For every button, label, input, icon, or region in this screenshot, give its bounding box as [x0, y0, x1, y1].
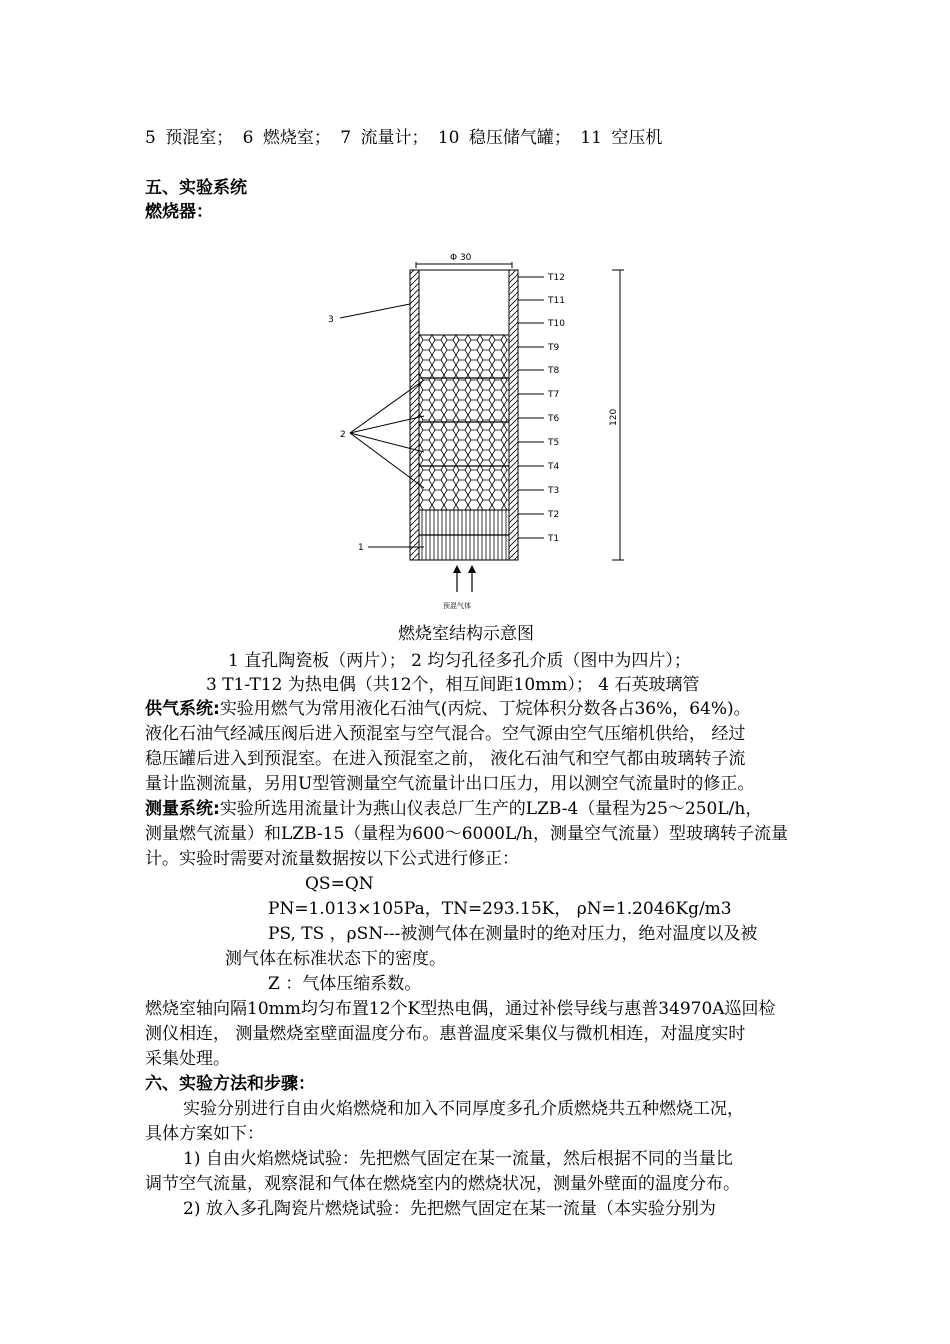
combustion-chamber-empty — [419, 270, 509, 335]
formula-z: Z ：气体压缩系数。 — [268, 974, 422, 994]
figure-note-1: 1 直孔陶瓷板（两片）； 2 均匀孔径多孔介质（图中为四片）； — [228, 651, 691, 671]
measurement-text: 实验所选用流量计为燕山仪表总厂生产的LZB-4（量程为25～250L/h， — [219, 799, 763, 819]
thermocouple-label: T4 — [548, 462, 560, 472]
section-5-heading: 五、实验系统 — [145, 178, 247, 198]
thermocouple-label: T6 — [548, 414, 560, 424]
measurement-line-1 — [145, 797, 762, 821]
gas-supply-line-4: 量计监测流量，另用U型管测量空气流量计出口压力，用以测空气流量时的修正。 — [145, 774, 755, 794]
thermocouple-label: T3 — [548, 486, 560, 496]
thermocouple-label: T2 — [548, 510, 560, 520]
thermocouple-label: T11 — [548, 296, 565, 306]
measurement-line-3: 计。实验时需要对流量数据按以下公式进行修正： — [145, 849, 519, 869]
height-label: 120 — [609, 408, 619, 426]
inlet-label: 预混气体 — [443, 602, 471, 610]
gas-supply-text: 实验用燃气为常用液化石油气(丙烷、丁烷体积分数各占36%，64%)。 — [219, 699, 751, 719]
section-6-intro-1: 实验分别进行自由火焰燃烧和加入不同厚度多孔介质燃烧共五种燃烧工况， — [183, 1099, 744, 1119]
thermocouple-label: T7 — [548, 390, 560, 400]
figure-caption: 燃烧室结构示意图 — [398, 624, 534, 644]
thermocouple-line-1: 燃烧室轴向隔10mm均匀布置12个K型热电偶，通过补偿导线与惠普34970A巡回检 — [145, 999, 776, 1019]
callout-2: 2 — [340, 430, 346, 440]
quartz-tube-left-wall — [410, 270, 419, 560]
section-6-intro-2: 具体方案如下： — [145, 1124, 264, 1144]
section-6-heading: 六、实验方法和步骤： — [145, 1074, 315, 1094]
quartz-tube-right-wall — [509, 270, 518, 560]
thermocouple-label: T9 — [548, 343, 560, 353]
step-1-line-1: 1) 自由火焰燃烧试验：先把燃气固定在某一流量，然后根据不同的当量比 — [183, 1149, 733, 1169]
gas-supply-line-3: 稳压罐后进入到预混室。在进入预混室之前， 液化石油气和空气都由玻璃转子流 — [145, 749, 746, 769]
legend-top: 5 预混室； 6 燃烧室； 7 流量计； 10 稳压储气罐； 11 空压机 — [145, 128, 663, 148]
burner-heading: 燃烧器： — [145, 202, 213, 222]
gas-supply-line-2: 液化石油气经减压阀后进入预混室与空气混合。空气源由空气压缩机供给， 经过 — [145, 724, 746, 744]
thermocouple-label: T1 — [548, 534, 560, 544]
gas-supply-line-1 — [145, 697, 751, 721]
step-1-line-2: 调节空气流量，观察混和气体在燃烧室内的燃烧状况，测量外壁面的温度分布。 — [145, 1174, 740, 1194]
measurement-line-2: 测量燃气流量）和LZB-15（量程为600～6000L/h，测量空气流量）型玻璃转子流量 — [145, 824, 788, 844]
diameter-label: Φ 30 — [450, 253, 472, 263]
thermocouple-line-2: 测仪相连， 测量燃烧室壁面温度分布。惠普温度采集仪与微机相连，对温度实时 — [145, 1024, 746, 1044]
measurement-lead: 测量系统: — [145, 799, 220, 819]
thermocouple-line-3: 采集处理。 — [145, 1049, 230, 1069]
callout-3: 3 — [328, 315, 334, 325]
callout-1: 1 — [358, 543, 364, 553]
thermocouple-label: T12 — [548, 273, 565, 283]
gas-supply-lead: 供气系统: — [145, 699, 220, 719]
burner-schematic — [300, 240, 660, 620]
figure-note-2: 3 T1-T12 为热电偶（共12个，相互间距10mm）； 4 石英玻璃管 — [206, 675, 700, 695]
thermocouple-label: T10 — [548, 319, 565, 329]
formula-standard-state: PN=1.013×105Pa，TN=293.15K， ρN=1.2046Kg/m3 — [268, 899, 732, 919]
formula-definition-a: PS, TS ，ρSN---被测气体在测量时的绝对压力，绝对温度以及被 — [268, 924, 758, 944]
formula-qs: QS=QN — [305, 874, 374, 894]
thermocouple-label: T8 — [548, 366, 560, 376]
thermocouple-label: T5 — [548, 438, 560, 448]
formula-definition-b: 测气体在标准状态下的密度。 — [225, 949, 446, 969]
step-2-line-1: 2) 放入多孔陶瓷片燃烧试验：先把燃气固定在某一流量（本实验分别为 — [183, 1199, 716, 1219]
